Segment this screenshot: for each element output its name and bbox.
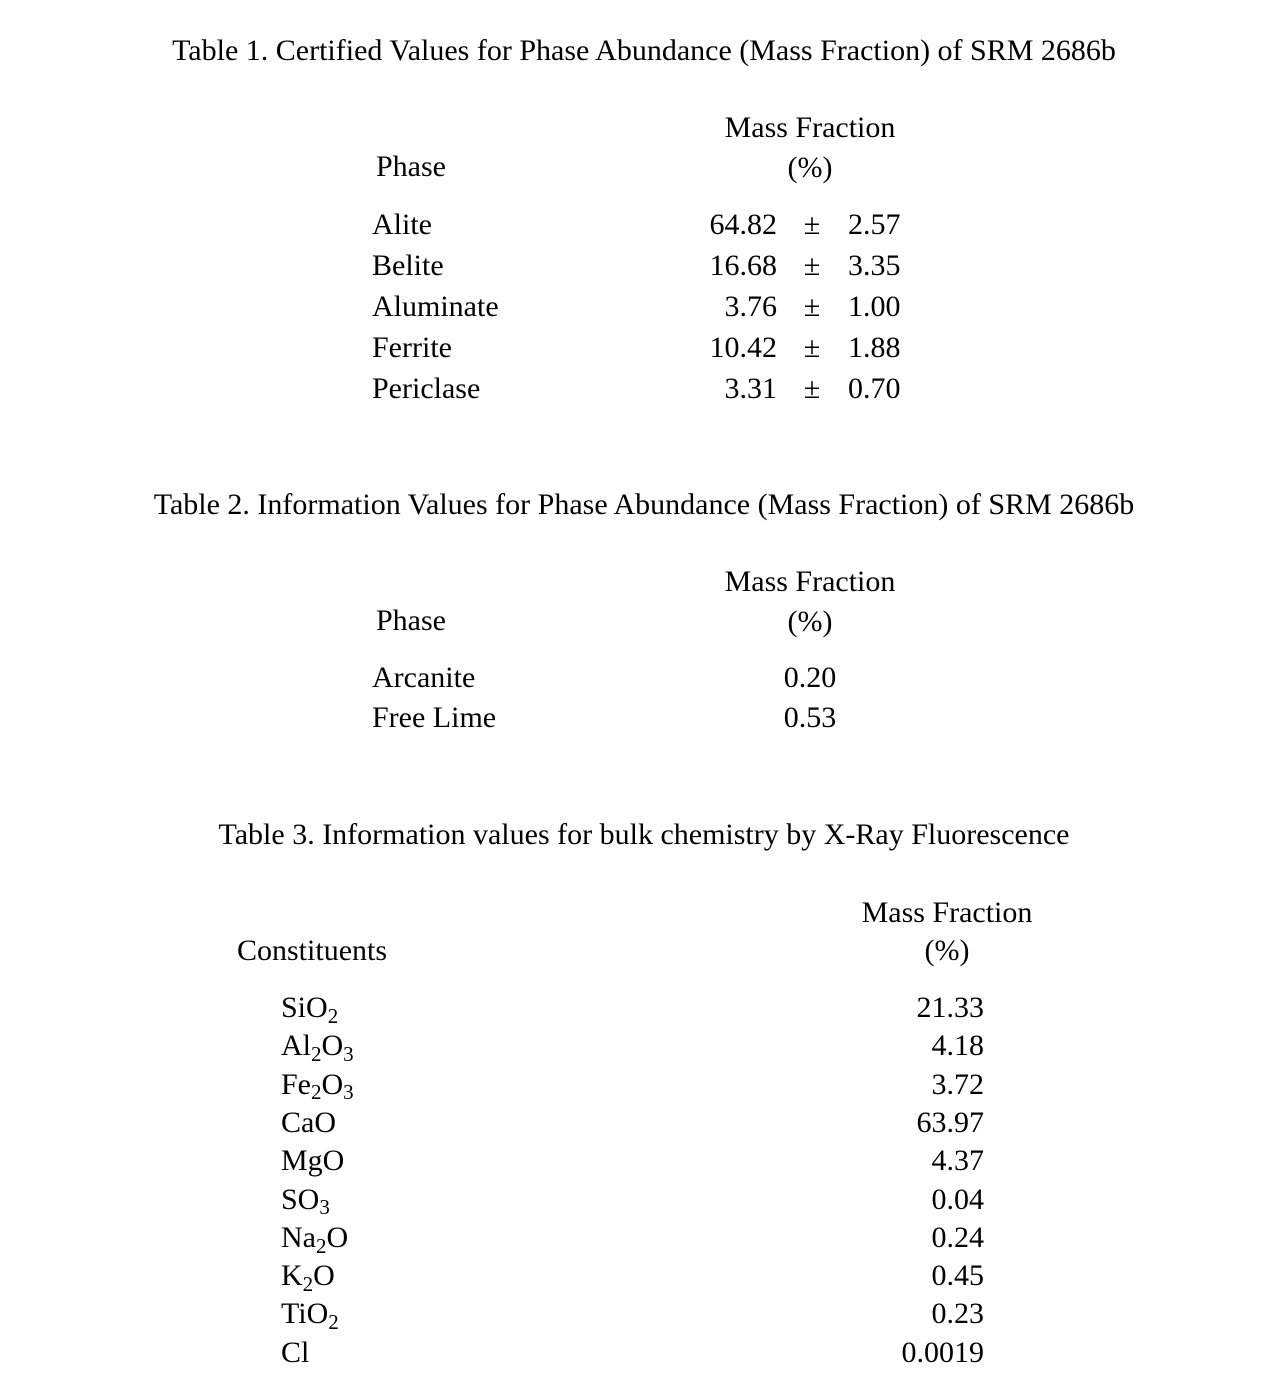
table1-caption: Table 1. Certified Values for Phase Abundance (Mass Fraction) of SRM 2686b — [172, 34, 1116, 67]
table1-value-cell: 64.82 — [709, 208, 777, 241]
table1-plusminus: ± — [803, 249, 821, 282]
table2-phase-cell: Arcanite — [372, 661, 476, 694]
subscript: 2 — [311, 1080, 322, 1105]
table2-caption: Table 2. Information Values for Phase Abundance (Mass Fraction) of SRM 2686b — [153, 488, 1135, 521]
table2-value-header-line2: (%) — [787, 605, 833, 638]
table3-constituents-header: Constituents — [237, 934, 388, 967]
table1-uncertainty-cell: 1.88 — [848, 331, 901, 364]
subscript: 3 — [343, 1080, 354, 1105]
table1-value-header-line2: (%) — [787, 151, 833, 184]
table3-value-header-line1: Mass Fraction — [861, 896, 1033, 929]
table1-plusminus: ± — [803, 290, 821, 323]
table1-plusminus: ± — [803, 331, 821, 364]
table3-value-cell: 63.97 — [916, 1105, 984, 1139]
table1-phase-cell: Alite — [372, 208, 432, 241]
formula-text: O — [313, 1259, 335, 1293]
formula-text: O — [321, 1029, 344, 1063]
formula-text: O — [326, 1220, 349, 1254]
formula-text: Fe — [281, 1067, 311, 1101]
subscript: 2 — [302, 1271, 314, 1296]
table3-value-cell: 21.33 — [916, 991, 984, 1024]
formula-text: Cl — [281, 1335, 310, 1369]
table1-value-cell: 3.76 — [724, 290, 777, 323]
table2-phase-header: Phase — [376, 604, 446, 637]
table1-value-cell: 10.42 — [709, 331, 777, 364]
table1-plusminus: ± — [803, 208, 821, 241]
formula-text: CaO — [281, 1105, 336, 1139]
table1-phase-cell: Ferrite — [372, 331, 452, 364]
table2-value-header-line1: Mass Fraction — [724, 565, 896, 598]
subscript: 3 — [319, 1195, 330, 1220]
formula-text: SiO — [281, 991, 328, 1024]
table3-value-cell: 4.37 — [931, 1144, 984, 1178]
table2-value-cell: 0.53 — [783, 701, 837, 734]
subscript: 2 — [327, 1003, 339, 1028]
table3-caption: Table 3. Information values for bulk chemistry by X-Ray Fluorescence — [218, 818, 1070, 851]
formula-text: Al — [281, 1029, 311, 1063]
subscript: 2 — [311, 1042, 322, 1067]
table3-value-cell: 0.24 — [931, 1220, 984, 1254]
table3-value-cell: 4.18 — [931, 1029, 984, 1063]
table1-value-cell: 16.68 — [709, 249, 777, 282]
formula-text: MgO — [281, 1144, 345, 1178]
table1-phase-header: Phase — [376, 150, 446, 183]
table3-value-cell: 0.45 — [931, 1259, 984, 1293]
table1-uncertainty-cell: 1.00 — [848, 290, 901, 323]
formula-text: O — [321, 1067, 344, 1101]
table3-value-cell: 0.04 — [931, 1182, 984, 1216]
table1-phase-cell: Periclase — [372, 372, 481, 405]
table1-plusminus: ± — [803, 372, 821, 405]
table3-value-cell: 0.0019 — [901, 1335, 984, 1369]
formula-text: Na — [281, 1220, 316, 1254]
table1-value-header-line1: Mass Fraction — [724, 111, 896, 144]
table1-uncertainty-cell: 2.57 — [848, 208, 901, 241]
table1-uncertainty-cell: 3.35 — [848, 249, 901, 282]
table1-phase-cell: Belite — [372, 249, 444, 282]
subscript: 2 — [328, 1310, 339, 1335]
subscript: 2 — [315, 1233, 327, 1258]
formula-text: K — [281, 1259, 303, 1293]
subscript: 3 — [343, 1042, 354, 1067]
table2-phase-cell: Free Lime — [372, 701, 497, 734]
table1-uncertainty-cell: 0.70 — [848, 372, 901, 405]
table2-value-cell: 0.20 — [783, 661, 837, 694]
table1-value-cell: 3.31 — [724, 372, 777, 405]
table3-value-cell: 3.72 — [931, 1067, 984, 1101]
formula-text: TiO — [281, 1297, 329, 1331]
table1-phase-cell: Aluminate — [372, 290, 499, 323]
formula-text: SO — [281, 1182, 320, 1216]
table3-value-cell: 0.23 — [931, 1297, 984, 1331]
table3-value-header-line2: (%) — [924, 934, 970, 967]
